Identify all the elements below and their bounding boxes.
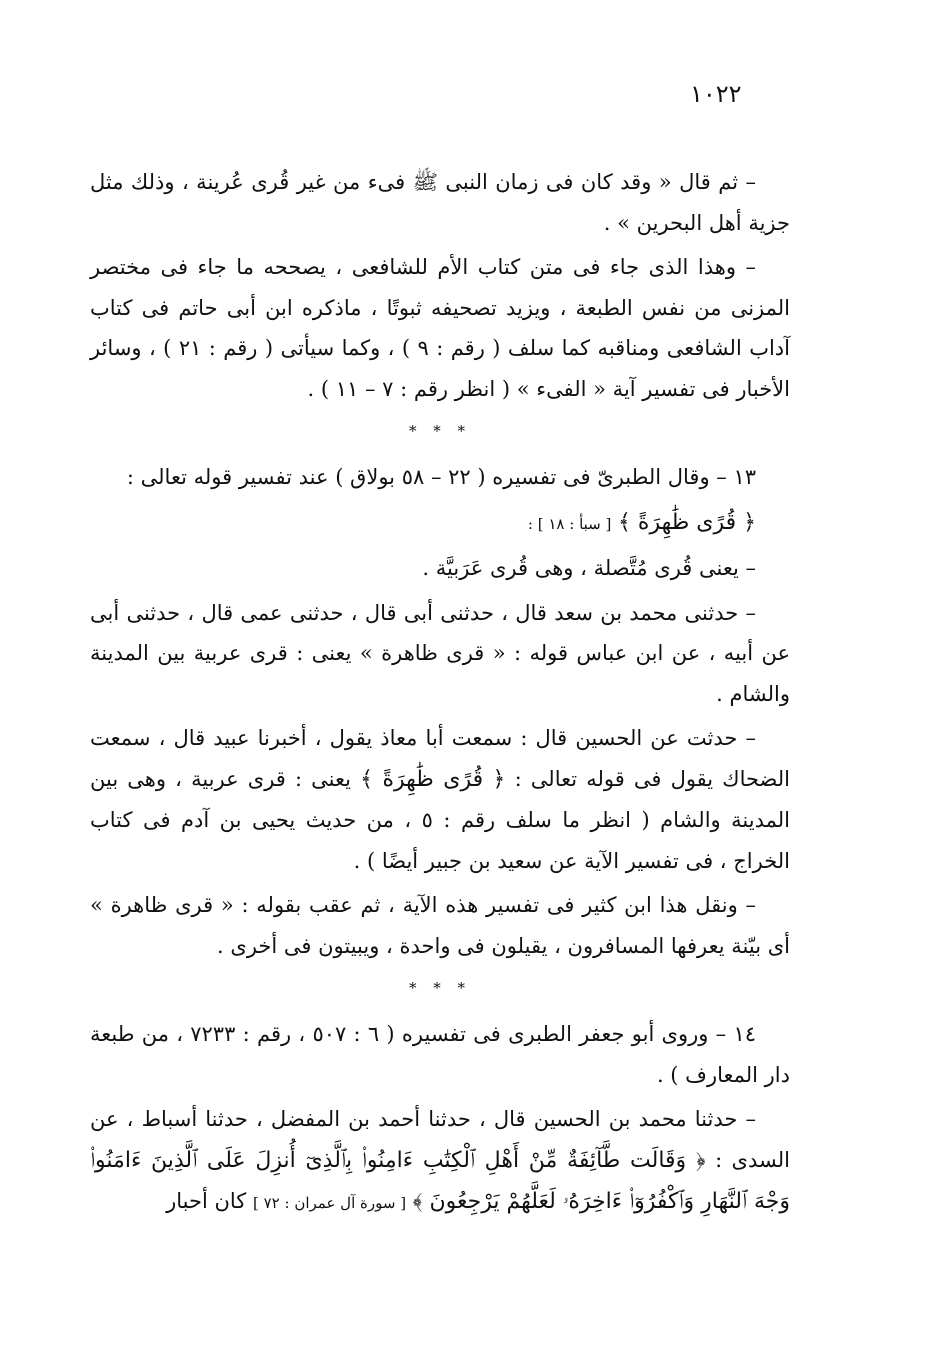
- verse-reference: [ سورة آل عمران : ٧٢ ]: [252, 1194, 407, 1212]
- paragraph-text: – حدثت عن الحسين قال : سمعت أبا معاذ يقول ، أخبرنا عبيد قال ، سمعت الضحاك يقول فى قوله تعالى :: [90, 726, 790, 791]
- paragraph: – حدثنى محمد بن سعد قال ، حدثنى أبى قال ، حدثنى عمى قال ، حدثنى أبى عن أبيه ، عن ابن عباس قوله : « قرى ظاهرة » يعنى : قرى عربية بين المدينة والشام .: [90, 600, 790, 706]
- paragraph: [90, 1099, 790, 1224]
- paragraph: – ونقل هذا ابن كثير فى تفسير هذه الآية ، ثم عقب بقوله : « قرى ظاهرة » أى بيّنة يعرفها المسافرون ، يقيلون فى واحدة ، ويبيتون فى أخرى .: [90, 893, 790, 958]
- paragraph: – ثم قال « وقد كان فى زمان النبى ﷺ فىء من غير قُرى عُرينة ، وذلك مثل جزية أهل البحرين » .: [90, 170, 790, 235]
- quran-verse: ﴿ قُرًى ظَٰهِرَةً ﴾: [360, 766, 506, 792]
- paragraph: – يعنى قُرى مُتَّصلة ، وهى قُرى عَرَبيَّة .: [422, 556, 756, 580]
- entry-13-verse-line: [90, 502, 790, 545]
- section-separator: * * *: [408, 422, 472, 440]
- entry-14-intro: ١٤ – وروى أبو جعفر الطبرى فى تفسيره ( ٦ : ٥٠٧ ، رقم : ٧٢٣٣ ، من طبعة دار المعارف ) .: [90, 1022, 790, 1087]
- page-number: ١٠٢٢: [690, 80, 742, 108]
- paragraph-text: – حدثنا محمد بن الحسين قال ، حدثنا أحمد بن المفضل ، حدثنا أسباط ، عن السدى :: [90, 1107, 790, 1172]
- page-body: [90, 162, 790, 1228]
- quran-verse: ﴿ وَقَالَت طَّآئِفَةٌ مِّنْ أَهْلِ ٱلْكِتَٰبِ ءَامِنُوا۟ بِٱلَّذِىٓ أُنزِلَ عَلَى ٱلَّذِينَ ءَامَنُوا۟ وَجْهَ ٱلنَّهَارِ وَٱكْفُرُوٓا۟ ءَاخِرَهُۥ لَعَلَّهُمْ يَرْجِعُونَ ﴾: [90, 1147, 790, 1214]
- entry-13-intro: ١٣ – وقال الطبرىّ فى تفسيره ( ٢٢ – ٥٨ بولاق ) عند تفسير قوله تعالى :: [126, 465, 756, 489]
- paragraph-text: يعنى : قرى عربية ، وهى بين المدينة والشام ( انظر ما سلف رقم : ٥ ، من حديث يحيى بن آدم فى كتاب الخراج ، فى تفسير الآية عن سعيد بن جبير أيضًا ) .: [90, 766, 790, 873]
- verse-reference: [ سبأ : ١٨ ] :: [527, 514, 612, 533]
- paragraph: [90, 718, 790, 881]
- quran-verse: ﴿ قُرًى ظَٰهِرَةً ﴾: [618, 509, 756, 535]
- paragraph-text: كان أحبار: [166, 1189, 247, 1213]
- paragraph: – وهذا الذى جاء فى متن كتاب الأم للشافعى ، يصححه ما جاء فى مختصر المزنى من نفس الطبعة ، ويزيد تصحيفه ثبوتًا ، ماذكره ابن أبى حاتم فى كتاب آداب الشافعى ومناقبه كما سلف ( رقم : ٩ ) ، وكما سيأتى ( رقم : ٢١ ) ، وسائر الأخبار فى تفسير آية « الفىء » ( انظر رقم : ٧ – ١١ ) .: [90, 255, 790, 401]
- section-separator: * * *: [408, 979, 472, 997]
